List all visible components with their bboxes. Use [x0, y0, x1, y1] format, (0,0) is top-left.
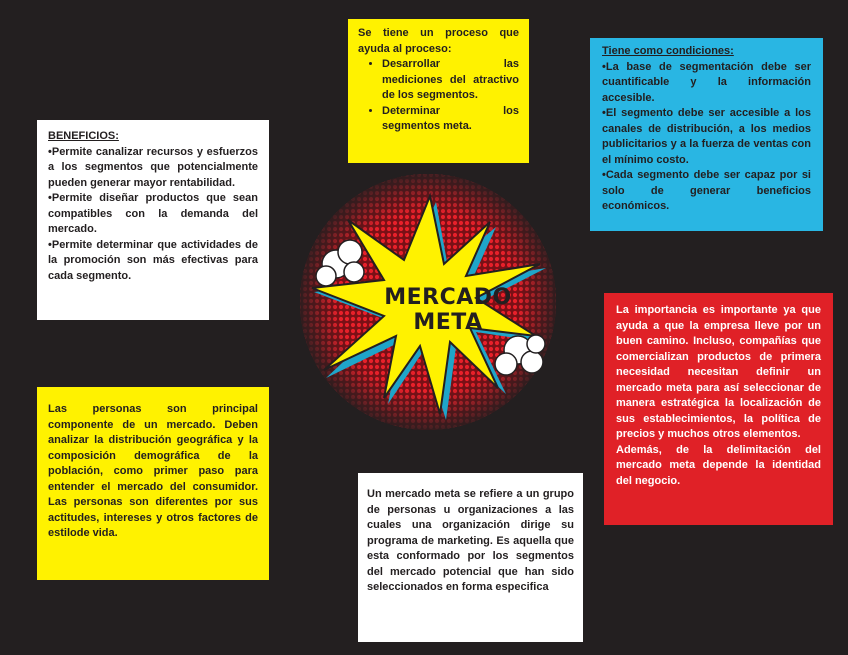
- proceso-item: • Determinar los segmentos meta.: [382, 104, 519, 135]
- center-title-line1: MERCADO: [384, 285, 512, 310]
- personas-box: [37, 387, 269, 580]
- condiciones-line: •La base de segmentación debe ser cuantificable y la información accesible.: [602, 60, 811, 104]
- beneficios-line: •Permite determinar que actividades de la promoción son más efectivas para cada segmento.: [48, 238, 258, 282]
- beneficios-title: BENEFICIOS:: [48, 130, 119, 142]
- importancia-line: La importancia es importante ya que ayuda a que la empresa lleve por un buen camino. Incluso, compañías que comercializan productos de primera necesidad necesitan definir un mercado meta para así seleccionar de manera estratégica la localización de sus establecimientos, la política de precios y muchos otros elementos.: [616, 304, 821, 440]
- proceso-intro: Se tiene un proceso que ayuda al proceso:: [358, 27, 519, 55]
- condiciones-box: [590, 38, 823, 231]
- condiciones-line: •El segmento debe ser accesible a los canales de distribución, a los medios publicitarios y a la fuerza de ventas con el mínimo costo.: [602, 107, 811, 166]
- proceso-list: [358, 57, 519, 135]
- definicion-box: [358, 473, 583, 642]
- beneficios-box: [37, 120, 269, 320]
- proceso-item: • Desarrollar las mediciones del atractivo de los segmentos.: [382, 57, 519, 104]
- proceso-box: [348, 19, 529, 163]
- importancia-box: [604, 293, 833, 525]
- definicion-text: Un mercado meta se refiere a un grupo de personas u organizaciones a las cuales una organización dirige su programa de marketing. Es aquella que esta conformado por los segmentos del mercado potencial que han sido seleccionados en forma especifica: [367, 488, 574, 593]
- importancia-line: Además, de la delimitación del mercado meta depende la identidad del negocio.: [616, 443, 821, 487]
- personas-text: Las personas son principal componente de un mercado. Deben analizar la distribución geográfica y la composición demográfica de la población, como primer paso para entender el mercado del consumidor. Las personas son diferentes por sus actitudes, intereses y otros factores de estilode vida.: [48, 403, 258, 539]
- beneficios-line: •Permite diseñar productos que sean compatibles con la demanda del mercado.: [48, 192, 258, 235]
- condiciones-title: Tiene como condiciones:: [602, 45, 734, 57]
- center-title-line2: META: [413, 310, 483, 335]
- condiciones-line: •Cada segmento debe ser capaz por si solo de generar beneficios económicos.: [602, 169, 811, 212]
- center-title: [368, 285, 528, 335]
- beneficios-line: •Permite canalizar recursos y esfuerzos a los segmentos que potencialmente pueden generar mayor rentabilidad.: [48, 145, 258, 189]
